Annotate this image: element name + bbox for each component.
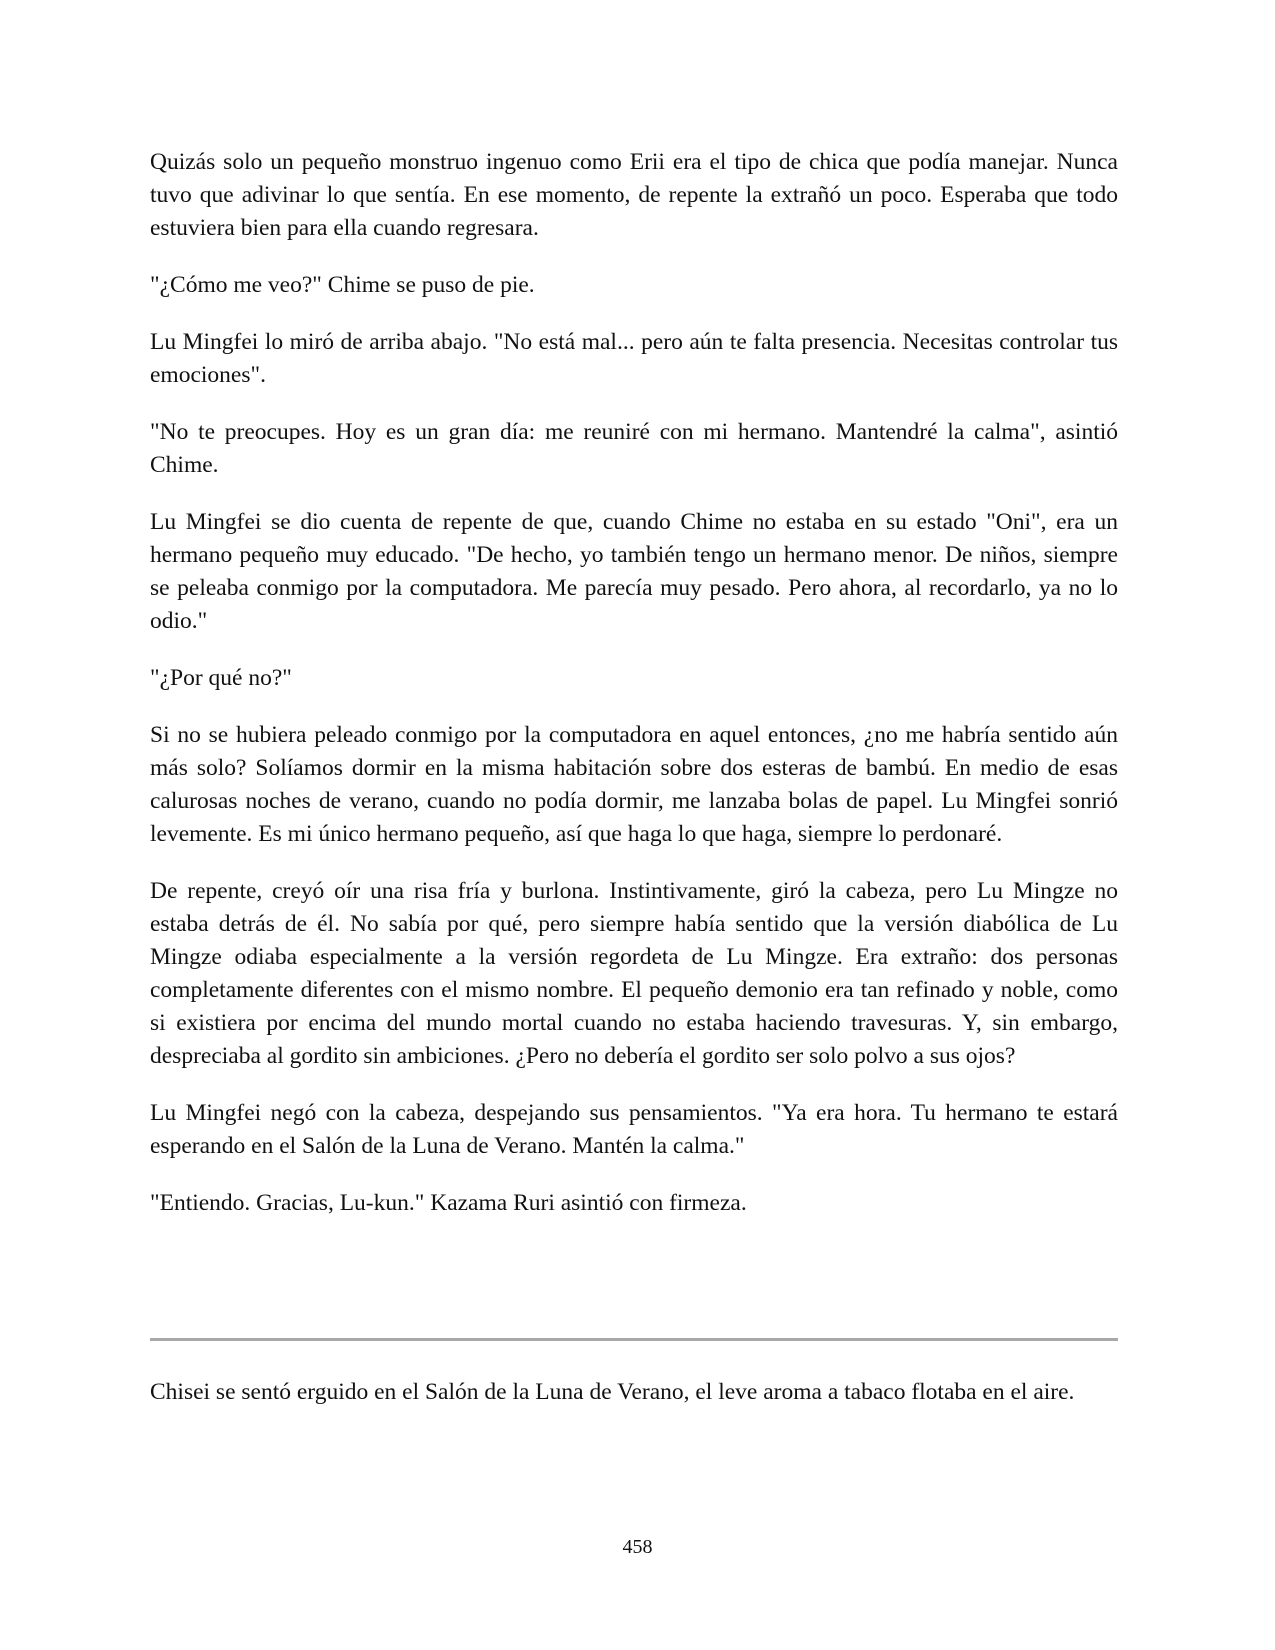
paragraph: "Entiendo. Gracias, Lu-kun." Kazama Ruri asintió con firmeza. <box>150 1190 747 1216</box>
paragraph: "¿Por qué no?" <box>150 665 292 691</box>
paragraph: Lu Mingfei se dio cuenta de repente de que, cuando Chime no estaba en su estado "Oni", era un hermano pequeño muy educado. "De hecho, yo también tengo un hermano menor. De niños, siempre se peleaba conmigo por la computadora. Me parecía muy pesado. Pero ahora, al recordarlo, ya no lo odio." <box>150 509 1118 634</box>
paragraph: Si no se hubiera peleado conmigo por la computadora en aquel entonces, ¿no me habría sentido aún más solo? Solíamos dormir en la misma habitación sobre dos esteras de bambú. En medio de esas calurosas noches de verano, cuando no podía dormir, me lanzaba bolas de papel. Lu Mingfei sonrió levemente. Es mi único hermano pequeño, así que haga lo que haga, siempre lo perdonaré. <box>150 722 1118 847</box>
paragraph: "No te preocupes. Hoy es un gran día: me reuniré con mi hermano. Mantendré la calma", asintió Chime. <box>150 419 1118 478</box>
paragraph: De repente, creyó oír una risa fría y burlona. Instintivamente, giró la cabeza, pero Lu Mingze no estaba detrás de él. No sabía por qué, pero siempre había sentido que la versión diabólica de Lu Mingze odiaba especialmente a la versión regordeta de Lu Mingze. Era extraño: dos personas completamente diferentes con el mismo nombre. El pequeño demonio era tan refinado y noble, como si existiera por encima del mundo mortal cuando no estaba haciendo travesuras. Y, sin embargo, despreciaba al gordito sin ambiciones. ¿Pero no debería el gordito ser solo polvo a sus ojos? <box>150 878 1118 1069</box>
paragraph: "¿Cómo me veo?" Chime se puso de pie. <box>150 272 535 298</box>
paragraph: Chisei se sentó erguido en el Salón de la Luna de Verano, el leve aroma a tabaco flotaba en el aire. <box>150 1379 1075 1405</box>
paragraph: Lu Mingfei lo miró de arriba abajo. "No está mal... pero aún te falta presencia. Necesitas controlar tus emociones". <box>150 329 1118 388</box>
body-text-after-break <box>150 1376 1118 1409</box>
page-number: 458 <box>622 1536 653 1558</box>
paragraph: Quizás solo un pequeño monstruo ingenuo como Erii era el tipo de chica que podía manejar. Nunca tuvo que adivinar lo que sentía. En ese momento, de repente la extrañó un poco. Esperaba que todo estuviera bien para ella cuando regresara. <box>150 149 1118 241</box>
paragraph: Lu Mingfei negó con la cabeza, despejando sus pensamientos. "Ya era hora. Tu hermano te estará esperando en el Salón de la Luna de Verano. Mantén la calma." <box>150 1100 1118 1159</box>
body-text-before-break <box>150 146 1118 1244</box>
section-divider <box>150 1338 1118 1341</box>
